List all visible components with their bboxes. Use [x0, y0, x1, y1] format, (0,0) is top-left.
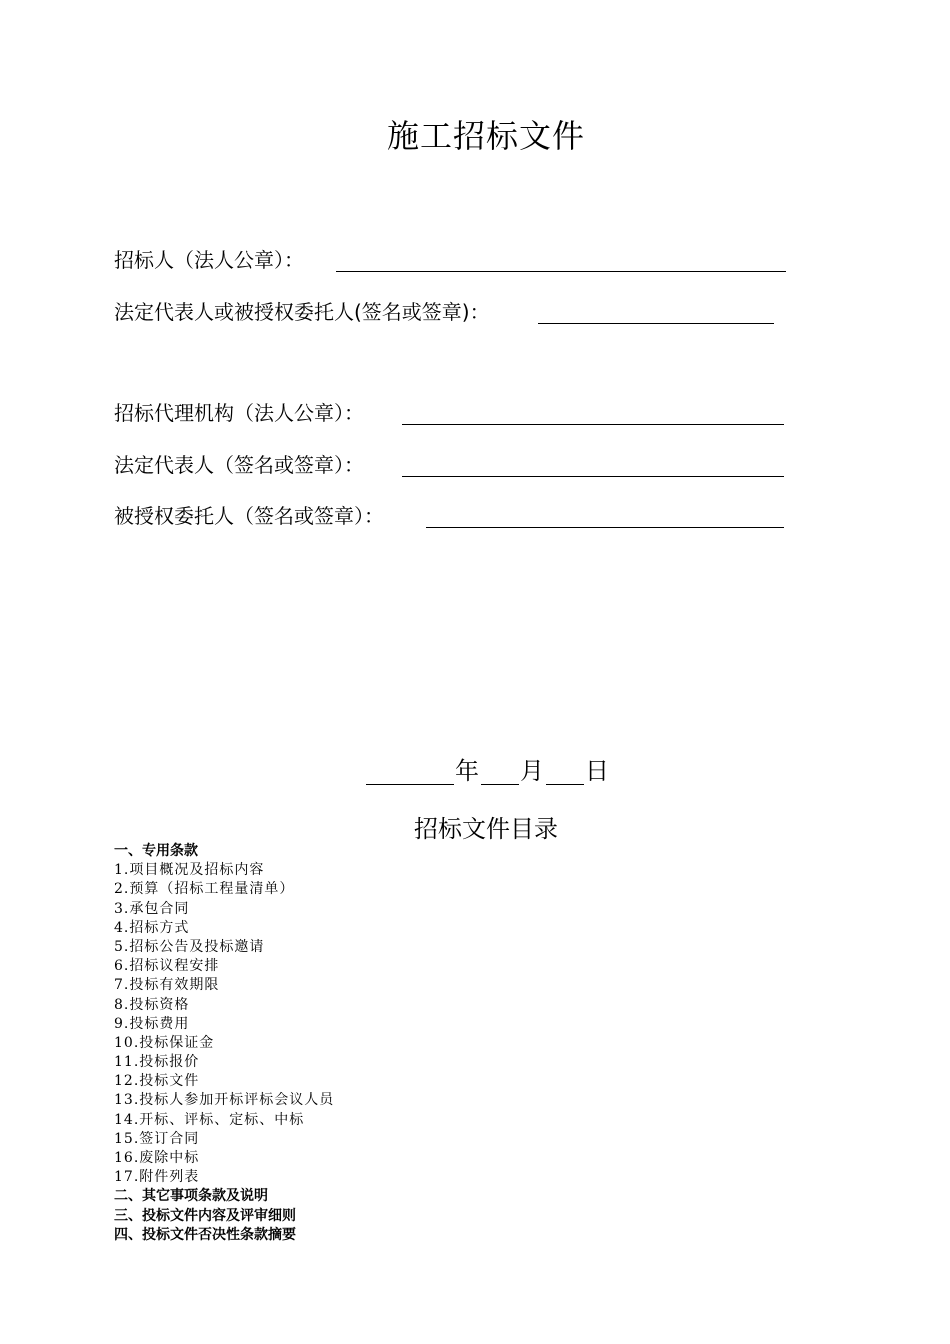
signature-label: 招标代理机构（法人公章）： — [114, 401, 364, 425]
toc-item: 8.投标资格 — [114, 996, 190, 1013]
signature-label: 法定代表人或被授权委托人(签名或签章)： — [114, 300, 490, 324]
toc-title: 招标文件目录 — [414, 815, 558, 843]
toc-item: 5.招标公告及投标邀请 — [114, 938, 265, 955]
date-line — [0, 754, 950, 788]
toc-item: 1.项目概况及招标内容 — [114, 862, 265, 879]
signature-label: 法定代表人（签名或签章）： — [114, 453, 364, 477]
signature-line-legal-rep — [114, 450, 784, 480]
signature-blank — [426, 501, 784, 528]
toc-item: 3.承包合同 — [114, 900, 190, 917]
signature-blank — [402, 398, 784, 425]
signature-label: 招标人（法人公章）： — [114, 248, 304, 272]
toc-item: 9.投标费用 — [114, 1015, 190, 1032]
toc-item: 11.投标报价 — [114, 1054, 200, 1071]
toc-item: 7.投标有效期限 — [114, 977, 220, 994]
signature-line-delegate — [114, 501, 784, 531]
signature-line-legal-rep-or-delegate — [114, 297, 774, 327]
toc-item: 6.招标议程安排 — [114, 958, 220, 975]
toc-item: 15.签订合同 — [114, 1130, 200, 1147]
signature-label: 被授权委托人（签名或签章）： — [114, 504, 384, 528]
page-title: 施工招标文件 — [386, 117, 585, 155]
toc-section: 四、投标文件否决性条款摘要 — [114, 1226, 296, 1243]
table-of-contents — [114, 842, 614, 1245]
toc-item: 17.附件列表 — [114, 1169, 200, 1186]
toc-item: 10.投标保证金 — [114, 1034, 215, 1051]
signature-line-agency — [114, 398, 784, 428]
toc-section: 一、专用条款 — [114, 843, 198, 859]
day-label: 日 — [585, 757, 609, 785]
signature-blank — [538, 297, 774, 324]
signature-blank — [402, 450, 784, 477]
toc-item: 4.招标方式 — [114, 919, 190, 936]
toc-section: 二、其它事项条款及说明 — [114, 1188, 268, 1205]
toc-section: 三、投标文件内容及评审细则 — [114, 1207, 296, 1224]
day-blank — [546, 754, 584, 785]
month-label: 月 — [520, 757, 544, 785]
signature-line-tenderer — [114, 245, 786, 275]
toc-item: 12.投标文件 — [114, 1073, 200, 1090]
month-blank — [481, 754, 519, 785]
toc-item: 13.投标人参加开标评标会议人员 — [114, 1092, 335, 1109]
toc-item: 14.开标、评标、定标、中标 — [114, 1111, 305, 1128]
year-blank — [366, 754, 454, 785]
year-label: 年 — [455, 757, 479, 785]
toc-item: 16.废除中标 — [114, 1150, 200, 1166]
signature-blank — [336, 245, 786, 272]
toc-item: 2.预算（招标工程量清单） — [114, 881, 295, 898]
